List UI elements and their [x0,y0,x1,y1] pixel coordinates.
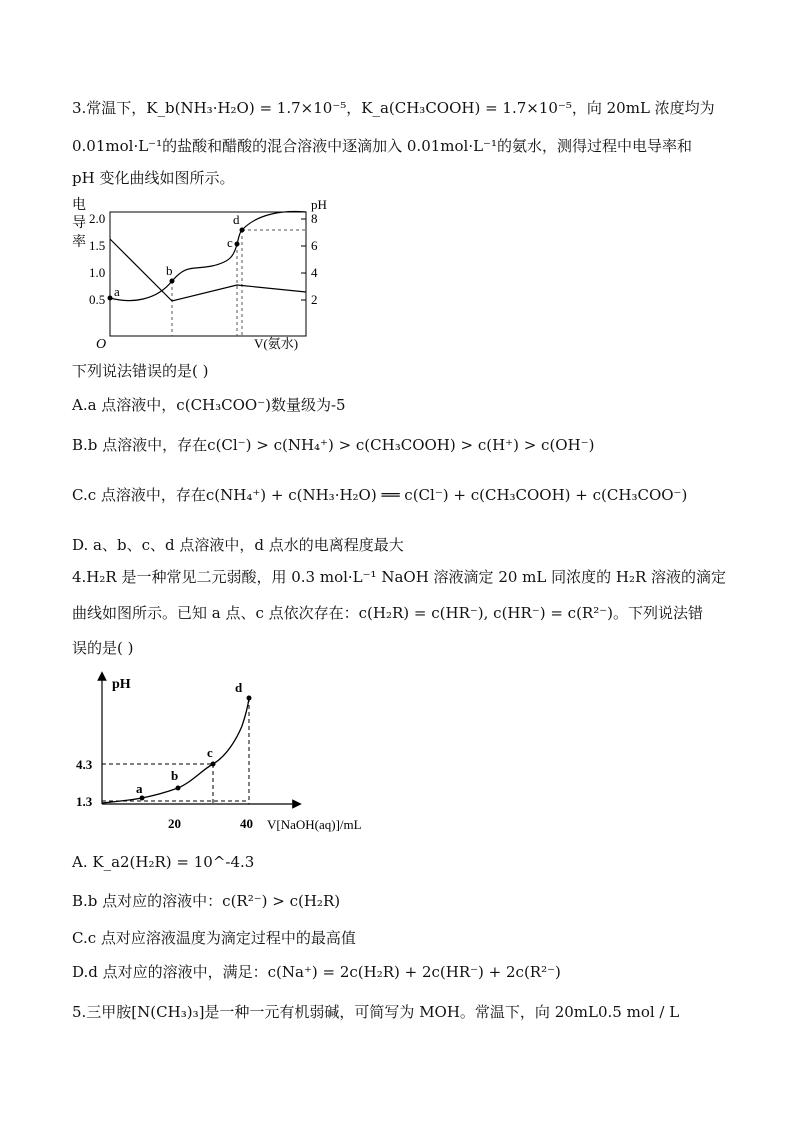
q3-right-tick: 8 [311,211,318,226]
q4-label-d: d [235,680,243,695]
q3-point-a [108,296,113,301]
q4-y-tick: 4.3 [76,757,93,772]
q4-y-tick: 1.3 [76,794,93,809]
q3-plot-frame [110,212,306,336]
q3-left-tick: 0.5 [89,292,106,307]
q4-figure [72,668,402,838]
q3-option-b: B.b 点溶液中，存在c(Cl⁻) > c(NH₄⁺) > c(CH₃COOH) > c(H⁺) > c(OH⁻) [72,436,595,454]
q3-left-axis-char3: 率 [72,235,86,250]
q3-option-c: C.c 点溶液中，存在c(NH₄⁺) + c(NH₃·H₂O) ══ c(Cl⁻) + c(CH₃COOH) + c(CH₃COO⁻) [72,486,688,504]
q3-origin-label: O [96,337,107,352]
q4-point-c [211,762,216,767]
q3-label-b: b [166,263,173,278]
q3-stem-line3: pH 变化曲线如图所示。 [72,169,235,187]
q4-stem-line3: 误的是( ) [72,639,134,657]
q4-option-c: C.c 点对应溶液温度为滴定过程中的最高值 [72,929,356,947]
q5-stem-line1: 5.三甲胺[N(CH₃)₃]是一种一元有机弱碱，可简写为 MOH。常温下，向 20mL0.5 mol / L [72,1003,680,1021]
q3-right-tick: 6 [311,238,318,253]
q4-x-tick: 20 [168,816,181,831]
q3-point-d [240,228,245,233]
q4-x-axis-label: V[NaOH(aq)]/mL [267,817,362,832]
q3-label-c: c [227,235,233,250]
q3-label-d: d [233,212,240,227]
q3-right-tick: 4 [311,265,318,280]
q4-label-b: b [171,768,179,783]
q4-label-a: a [136,781,143,796]
q3-left-axis-char1: 电 [72,198,86,213]
q4-option-d: D.d 点对应的溶液中，满足：c(Na⁺) = 2c(H₂R) + 2c(HR⁻) + 2c(R²⁻) [72,963,561,981]
q3-option-d: D. a、b、c、d 点溶液中，d 点水的电离程度最大 [72,536,404,554]
q3-conductivity-line [110,239,306,301]
q3-figure [62,192,342,352]
q4-titration-curve [102,698,249,803]
q3-label-a: a [114,284,120,299]
q3-left-tick: 1.5 [89,238,106,253]
q3-x-axis-label: V(氨水) [254,336,299,351]
q4-option-a: A. K_a2(H₂R) = 10^-4.3 [72,853,255,871]
q4-option-b: B.b 点对应的溶液中：c(R²⁻) > c(H₂R) [72,892,341,910]
q3-left-tick: 1.0 [89,265,106,280]
q4-x-tick: 40 [240,816,253,831]
q3-stem-line1: 3.常温下，K_b(NH₃·H₂O) = 1.7×10⁻⁵，K_a(CH₃COOH) = 1.7×10⁻⁵，向 20mL 浓度均为 [72,99,715,117]
q3-left-axis-char2: 导 [72,216,86,231]
q3-ph-curve [110,212,306,301]
q3-point-b [170,279,175,284]
q3-prompt: 下列说法错误的是( ) [72,362,209,380]
q3-stem-line2: 0.01mol·L⁻¹的盐酸和醋酸的混合溶液中逐滴加入 0.01mol·L⁻¹的氨水，测得过程中电导率和 [72,137,692,155]
q3-point-c [235,242,240,247]
q4-stem-line1: 4.H₂R 是一种常见二元弱酸，用 0.3 mol·L⁻¹ NaOH 溶液滴定 20 mL 同浓度的 H₂R 溶液的滴定 [72,568,727,586]
q3-right-tick: 2 [311,292,318,307]
q4-point-a [140,796,145,801]
q3-right-axis-label: pH [311,197,327,212]
q4-stem-line2: 曲线如图所示。已知 a 点、c 点依次存在：c(H₂R) = c(HR⁻), c(HR⁻) = c(R²⁻)。下列说法错 [72,604,704,622]
q3-option-a: A.a 点溶液中，c(CH₃COO⁻)数量级为-5 [72,396,346,414]
q4-point-d [247,696,252,701]
q4-point-b [176,786,181,791]
q4-y-axis-label: pH [112,677,131,692]
q3-left-tick: 2.0 [89,211,106,226]
q4-label-c: c [207,745,213,760]
